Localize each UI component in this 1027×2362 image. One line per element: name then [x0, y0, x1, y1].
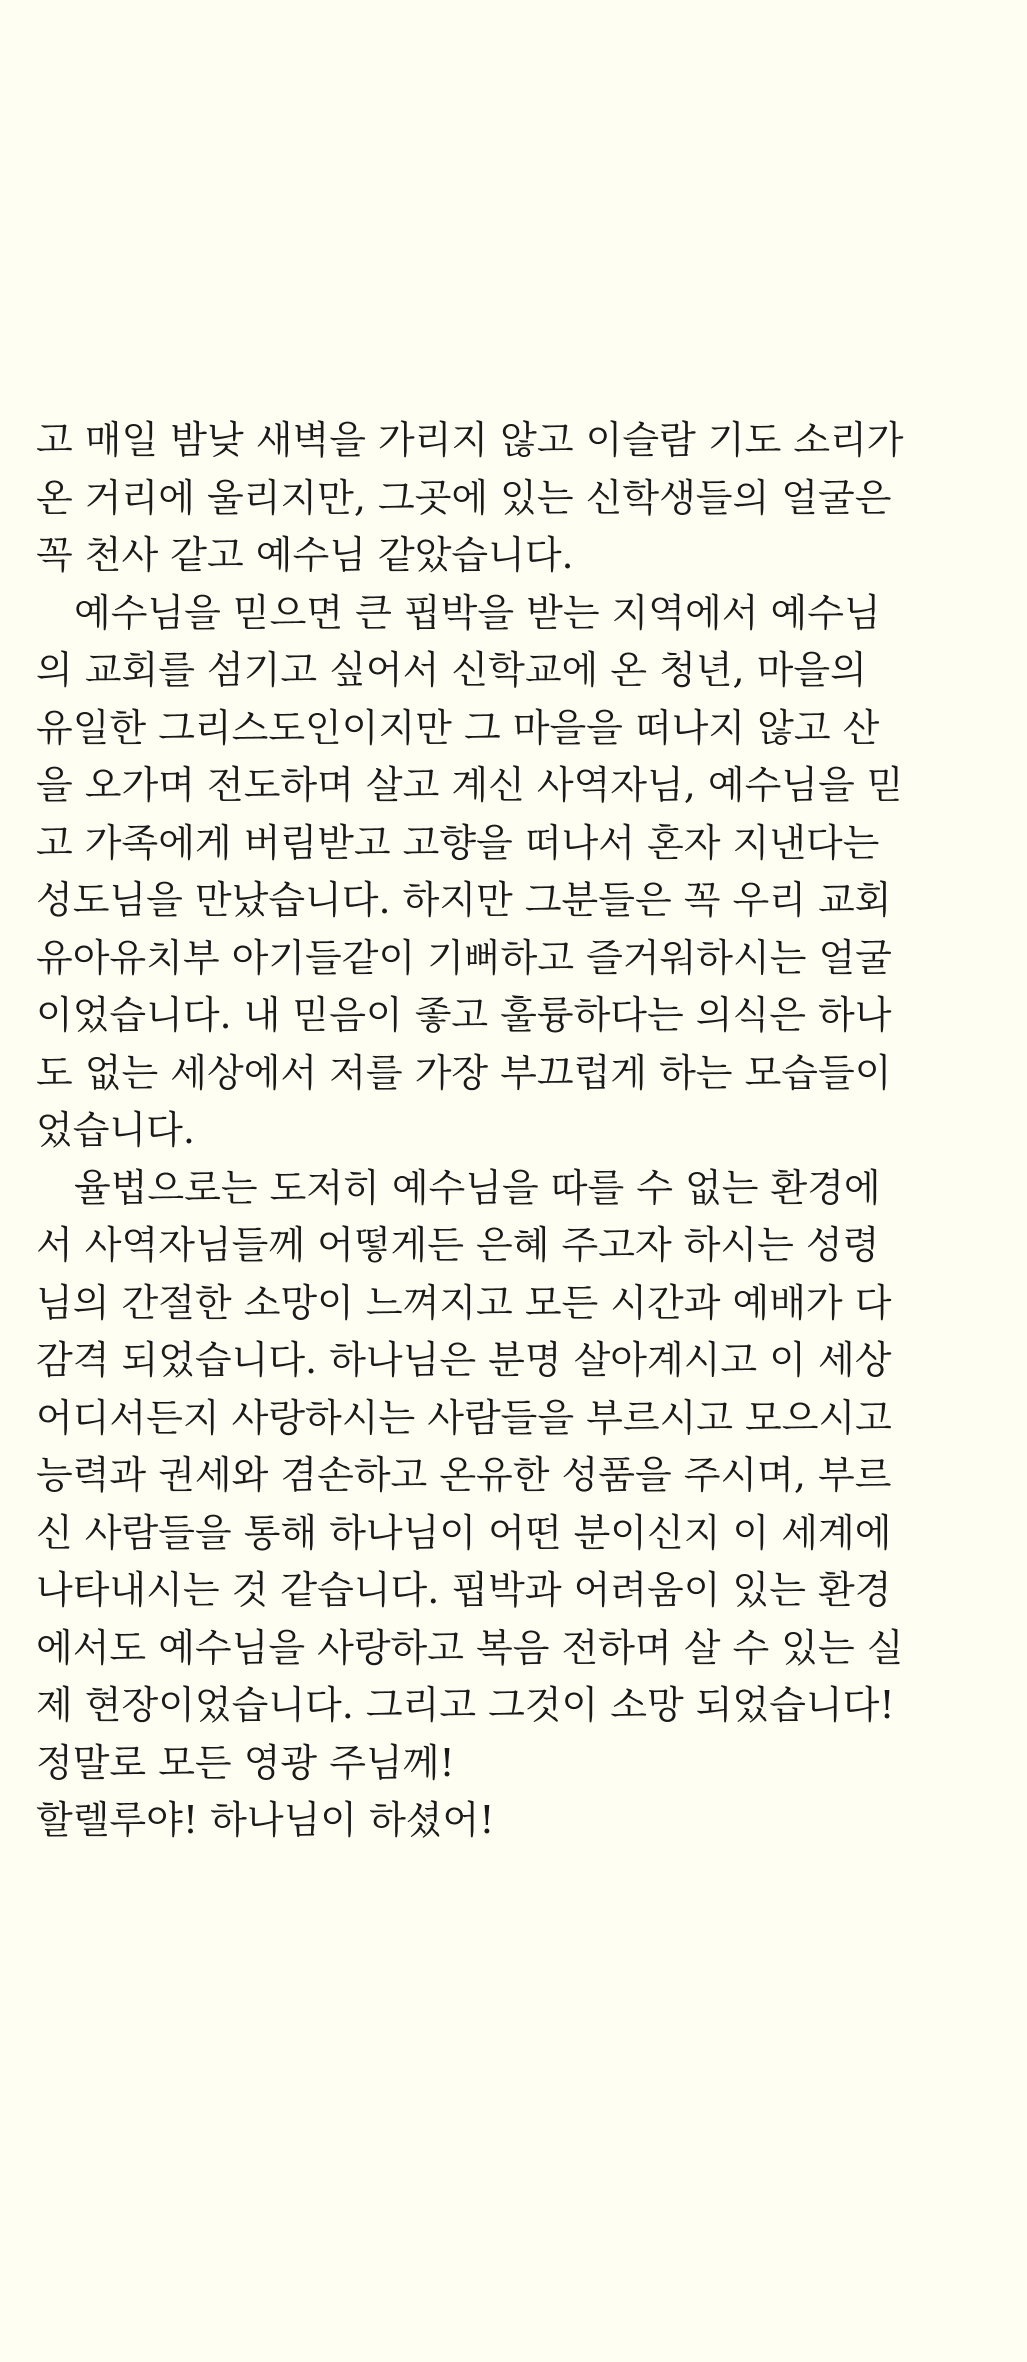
text-line: 율법으로는 도저히 예수님을 따를 수 없는 환경에 [74, 1165, 881, 1210]
paragraph [36, 412, 971, 585]
text-line: 고 매일 밤낮 새벽을 가리지 않고 이슬람 기도 소리가 [36, 418, 904, 462]
text-line: 유아유치부 아기들같이 기뻐하고 즐거워하시는 얼굴 [36, 935, 892, 980]
text-line: 능력과 권세와 겸손하고 온유한 성품을 주시며, 부르 [36, 1453, 892, 1497]
text-line: 고 가족에게 버림받고 고향을 떠나서 혼자 지낸다는 [36, 820, 880, 865]
text-line: 예수님을 믿으면 큰 핍박을 받는 지역에서 예수님 [74, 590, 881, 635]
text-line: 어디서든지 사랑하시는 사람들을 부르시고 모으시고 [36, 1395, 892, 1440]
text-line: 성도님을 만났습니다. 하지만 그분들은 꼭 우리 교회 [36, 878, 892, 922]
text-line: 할렐루야! 하나님이 하셨어! [36, 1798, 495, 1842]
paragraph [36, 1792, 971, 1850]
text-line: 님의 간절한 소망이 느껴지고 모든 시간과 예배가 다 [36, 1280, 892, 1325]
text-line: 에서도 예수님을 사랑하고 복음 전하며 살 수 있는 실 [36, 1625, 904, 1670]
text-line: 온 거리에 울리지만, 그곳에 있는 신학생들의 얼굴은 [36, 475, 892, 520]
text-line: 유일한 그리스도인이지만 그 마을을 떠나지 않고 산 [36, 705, 880, 750]
text-line: 제 현장이었습니다. 그리고 그것이 소망 되었습니다! [36, 1683, 895, 1727]
text-line: 감격 되었습니다. 하나님은 분명 살아계시고 이 세상 [36, 1338, 892, 1382]
text-line: 었습니다. [36, 1108, 195, 1152]
text-line: 나타내시는 것 같습니다. 핍박과 어려움이 있는 환경 [36, 1568, 892, 1612]
body-text [36, 412, 971, 1850]
text-line: 신 사람들을 통해 하나님이 어떤 분이신지 이 세계에 [36, 1510, 892, 1555]
text-line: 도 없는 세상에서 저를 가장 부끄럽게 하는 모습들이 [36, 1050, 892, 1095]
text-line: 의 교회를 섬기고 싶어서 신학교에 온 청년, 마을의 [36, 648, 867, 692]
text-line: 이었습니다. 내 믿음이 좋고 훌륭하다는 의식은 하나 [36, 993, 892, 1037]
paragraph [36, 1160, 971, 1735]
paragraph [36, 585, 971, 1160]
text-line: 서 사역자님들께 어떻게든 은혜 주고자 하시는 성령 [36, 1223, 880, 1267]
text-line: 꼭 천사 같고 예수님 같았습니다. [36, 533, 574, 577]
paragraph [36, 1735, 971, 1793]
text-line: 정말로 모든 영광 주님께! [36, 1740, 455, 1785]
text-line: 을 오가며 전도하며 살고 계신 사역자님, 예수님을 믿 [36, 763, 904, 807]
